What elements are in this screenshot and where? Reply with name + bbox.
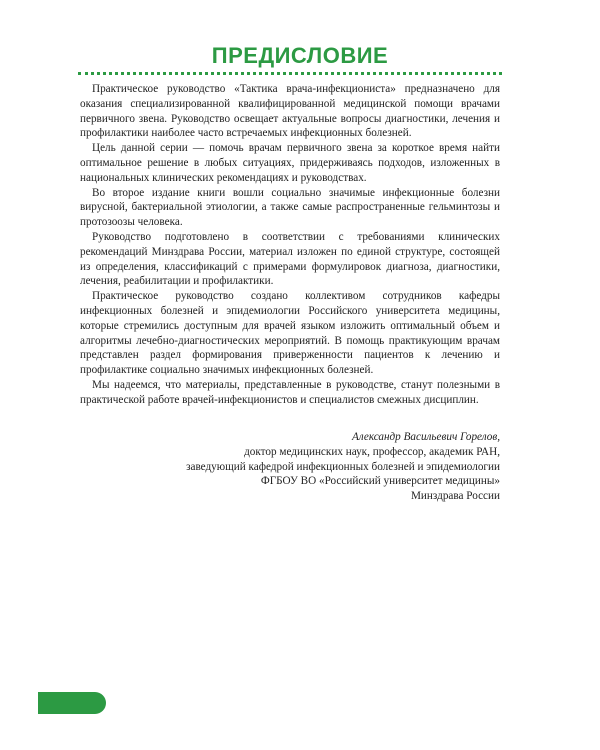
signature-line: ФГБОУ ВО «Российский университет медицины»: [260, 475, 500, 488]
signature-line: заведующий кафедрой инфекционных болезней и эпидемиологии: [186, 460, 500, 473]
paragraph: Практическое руководство создано коллективом сотрудников кафедры инфекционных болезней и эпидемиологии Российского университета медицины, которые стремились доступным для врачей языком изложить оптимальный объем и алгоритмы лечебно-диагностических мероприятий. В помощь практикующим врачам представлен раздел формирования приверженности пациентов к лечению и профилактике социально значимых инфекционных болезней.: [80, 290, 500, 377]
paragraph: Во второе издание книги вошли социально значимые инфекционные болезни вирусной, бактериальной этиологии, а также самые распространенные гельминтозы и протозоозы человека.: [80, 186, 500, 229]
signature-line: доктор медицинских наук, профессор, академик РАН,: [244, 445, 500, 458]
paragraph: Практическое руководство «Тактика врача-инфекциониста» предназначено для оказания специализированной квалифицированной медицинской помощи врачами первичного звена. Руководство освещает актуальные вопросы диагностики, лечения и профилактики наиболее часто встречаемых инфекционных болезней.: [80, 83, 500, 140]
paragraph: Руководство подготовлено в соответствии с требованиями клинических рекомендаций Минздрава России, материал изложен по единой структуре, состоящей из определения, классификаций с примерами формулировок диагноза, диагностики, лечения, реабилитации и профилактики.: [80, 230, 500, 288]
paragraph: Цель данной серии — помочь врачам первичного звена за короткое время найти оптимальное решение в любых ситуациях, придерживаясь подходов, изложенных в национальных клинических рекомендациях и руководствах.: [80, 142, 500, 184]
page-number-tab: [38, 692, 126, 714]
paragraph: Мы надеемся, что материалы, представленные в руководстве, станут полезными в практической работе врачей-инфекционистов и специалистов смежных дисциплин.: [80, 378, 500, 406]
preface-body: [80, 82, 500, 408]
signature-author: Александр Васильевич Горелов,: [351, 431, 500, 443]
signature-line: Минздрава России: [410, 490, 500, 503]
page-title: ПРЕДИСЛОВИЕ: [211, 43, 389, 68]
page-number: 6: [118, 696, 126, 710]
dotted-divider: [78, 72, 502, 75]
signature-block: [100, 430, 500, 504]
